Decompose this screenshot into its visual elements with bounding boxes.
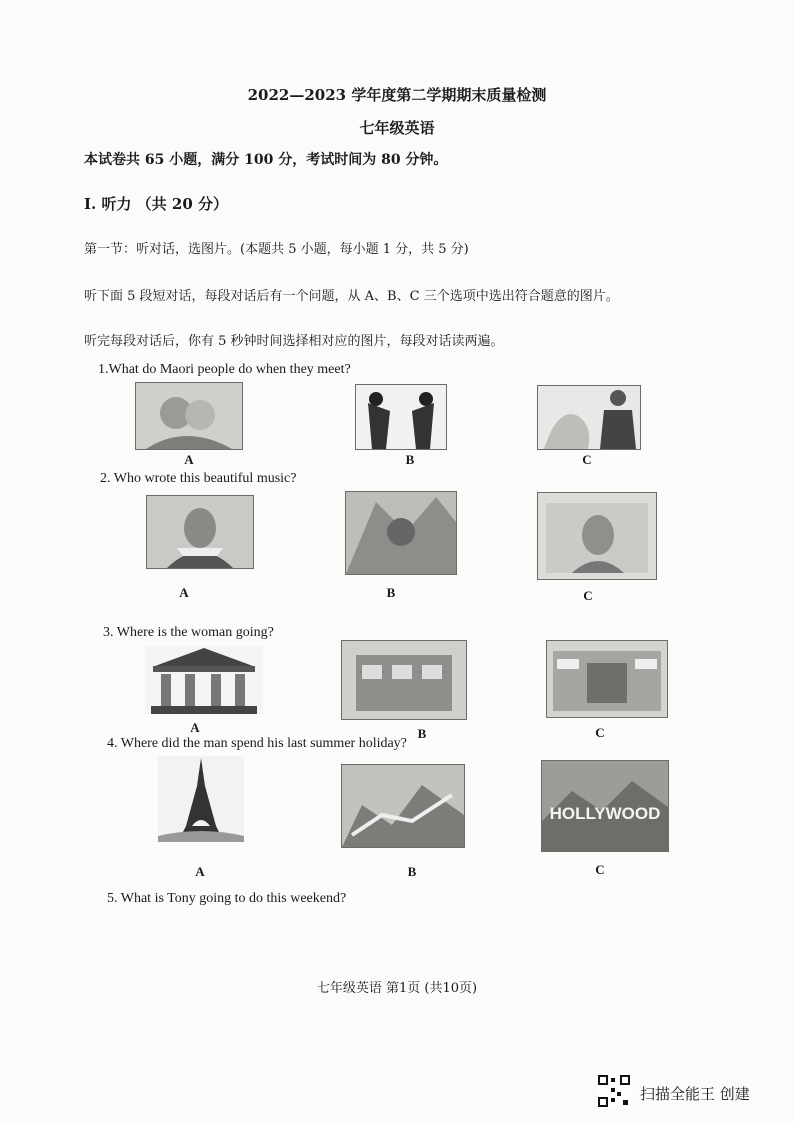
exam-intro: 本试卷共 65 小题，满分 100 分，考试时间为 80 分钟。	[84, 152, 448, 168]
section-heading: I. 听力 （共 20 分）	[84, 195, 229, 213]
q3-option-a-label: A	[190, 720, 200, 735]
q3-option-b-label: B	[417, 726, 427, 741]
page-footer: 七年级英语 第1页 (共10页)	[316, 981, 478, 996]
q1-option-a-image[interactable]	[135, 382, 243, 450]
q2-option-a-image[interactable]	[146, 495, 254, 569]
qr-code-icon	[597, 1074, 631, 1108]
q2-option-b-image[interactable]	[345, 491, 457, 575]
q1-option-b-label: B	[405, 452, 415, 467]
q4-option-c-label: C	[595, 862, 605, 877]
page-title: 2022—2023 学年度第二学期期末质量检测	[247, 86, 547, 104]
q2-option-c-image[interactable]	[537, 492, 657, 580]
q4-option-a-label: A	[195, 864, 205, 879]
instruction-2: 听完每段对话后，你有 5 秒钟时间选择相对应的图片，每段对话读两遍。	[84, 334, 504, 349]
q4-option-b-label: B	[407, 864, 417, 879]
q3-option-a-image[interactable]	[145, 646, 263, 714]
question-4-text: 4. Where did the man spend his last summer holiday?	[107, 736, 407, 751]
scanner-watermark: 扫描全能王 创建	[640, 1085, 750, 1103]
q4-option-b-image[interactable]	[341, 764, 465, 848]
question-2-text: 2. Who wrote this beautiful music?	[100, 471, 297, 486]
question-1-text: 1.What do Maori people do when they meet?	[98, 362, 351, 377]
q1-option-c-image[interactable]	[537, 385, 641, 450]
q2-option-a-label: A	[179, 585, 189, 600]
q3-option-c-image[interactable]	[546, 640, 668, 718]
q2-option-b-label: B	[386, 585, 396, 600]
question-5-text: 5. What is Tony going to do this weekend?	[107, 891, 347, 906]
instruction-1: 听下面 5 段短对话，每段对话后有一个问题，从 A、B、C 三个选项中选出符合题意的图片。	[84, 289, 619, 304]
q3-option-b-image[interactable]	[341, 640, 467, 720]
part1-heading: 第一节：听对话，选图片。(本题共 5 小题，每小题 1 分，共 5 分)	[84, 242, 469, 257]
page-subtitle: 七年级英语	[359, 119, 435, 137]
q4-option-c-image[interactable]	[541, 760, 669, 852]
q4-option-a-image[interactable]	[158, 756, 244, 842]
hollywood-sign-text: HOLLYWOOD	[549, 804, 661, 823]
question-3-text: 3. Where is the woman going?	[103, 625, 274, 640]
q3-option-c-label: C	[595, 725, 605, 740]
q1-option-a-label: A	[184, 452, 194, 467]
q1-option-c-label: C	[582, 452, 592, 467]
q1-option-b-image[interactable]	[355, 384, 447, 450]
q2-option-c-label: C	[583, 588, 593, 603]
